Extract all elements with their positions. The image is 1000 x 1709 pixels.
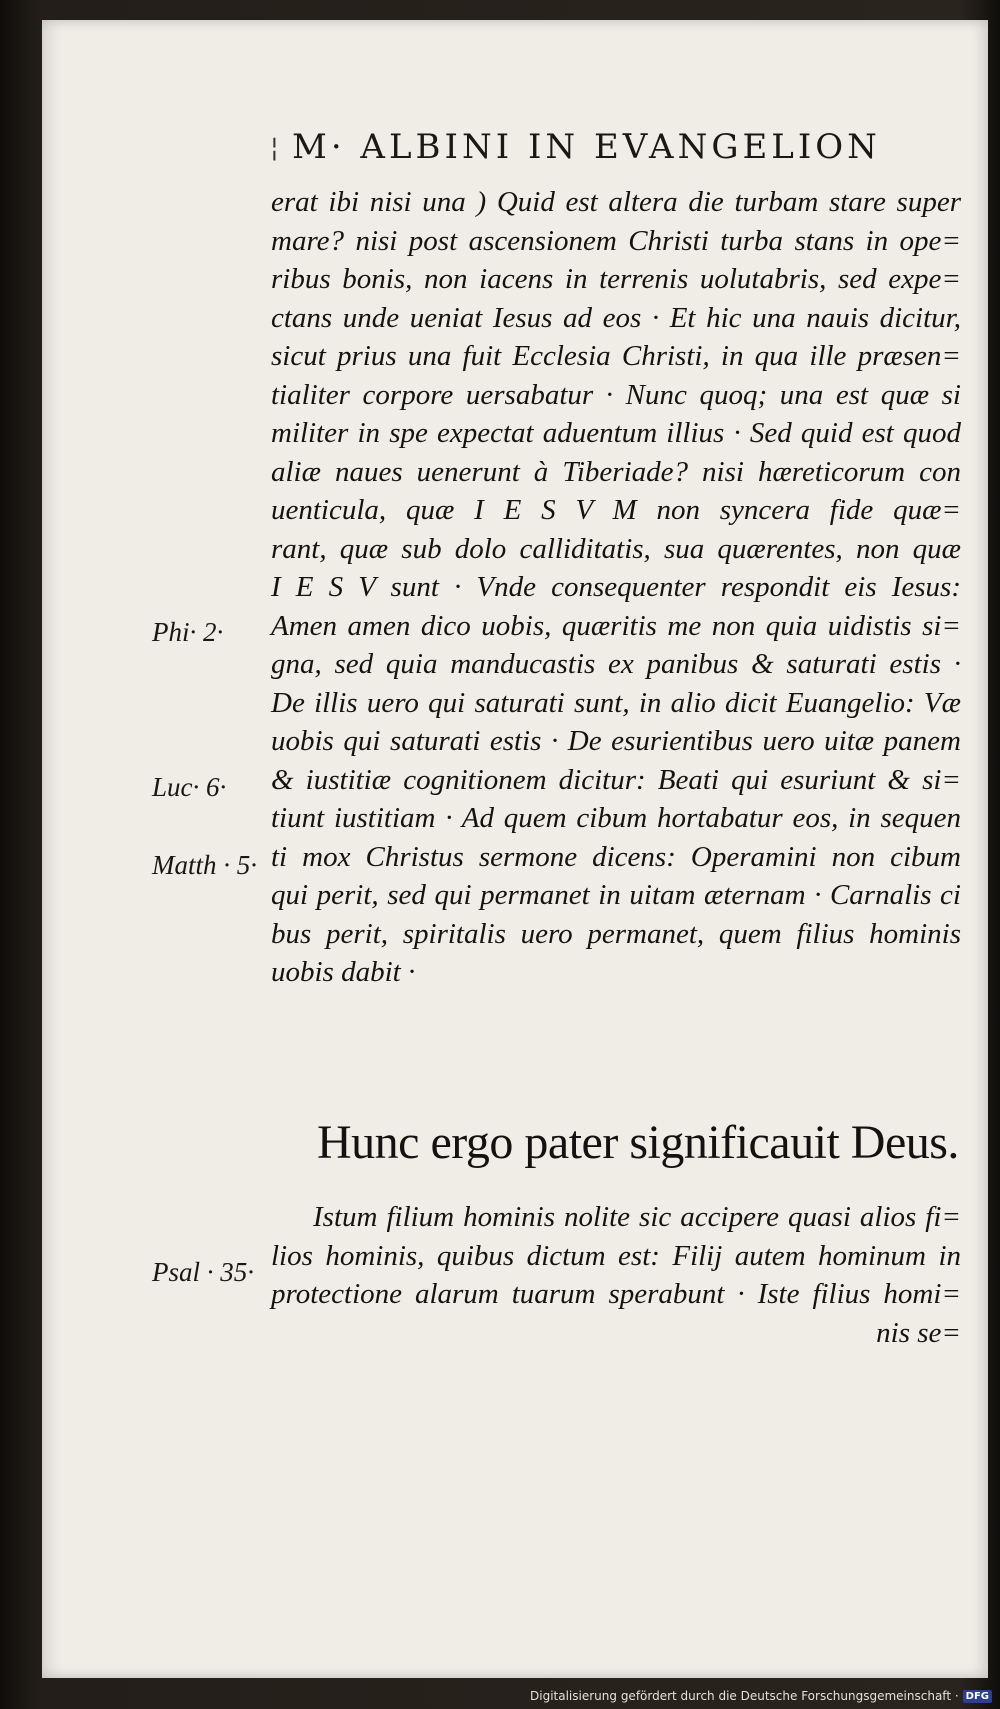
footer-text: Digitalisierung gefördert durch die Deutsche Forschungsgemeinschaft · [530,1689,959,1703]
text-line: nis se= [876,1316,961,1349]
text-line: bus perit, spiritalis uero permanet, quem filius hominis [271,917,961,950]
margin-note-matth: Matth · 5· [152,850,257,880]
second-text-block [271,1198,988,1352]
text-line: ctans unde ueniat Iesus ad eos · Et hic una nauis dicitur, [271,301,961,334]
text-line: uenticula, quæ I E S V M non syncera fide quæ= [271,494,961,526]
margin-note-luc: Luc· 6· [152,772,227,802]
margin-note-psal: Psal · 35· [152,1257,255,1287]
main-text-block [271,183,988,992]
text-line: ti mox Christus sermone dicens: Operamini non cibum [271,840,961,873]
text-line: I E S V sunt · Vnde consequenter respondit eis Iesus: [271,571,961,603]
running-head [270,127,952,167]
running-head-text: M· ALBINI IN EVANGELION [292,127,881,167]
ornament-mark: ¦ [270,133,279,163]
text-line: & iustitiæ cognitionem dicitur: Beati qui esuriunt & si= [271,763,961,796]
text-line: tiunt iustitiam · Ad quem cibum hortabatur eos, in sequen [271,802,961,834]
text-line: militer in spe expectat aduentum illius · Sed quid est quod [271,417,961,449]
text-line: sicut prius una fuit Ecclesia Christi, in qua ille præsen= [271,340,961,372]
dfg-logo-icon: DFG [963,1690,992,1703]
section-heading: Hunc ergo pater significauit Deus. [317,1116,959,1169]
text-line: protectione alarum tuarum sperabunt · Iste filius homi= [271,1278,961,1310]
text-line: De illis uero qui saturati sunt, in alio dicit Euangelio: Væ [271,686,961,719]
text-line: uobis dabit · [271,956,416,988]
text-line: lios hominis, quibus dictum est: Filij autem hominum in [271,1239,961,1272]
text-line: qui perit, sed qui permanet in uitam æternam · Carnalis ci [271,879,961,911]
margin-note-phil: Phi· 2· [152,617,224,647]
text-line: erat ibi nisi una ) Quid est altera die turbam stare super [271,186,961,218]
digitization-footer [530,1689,992,1703]
text-line: Istum filium hominis nolite sic accipere quasi alios fi= [313,1201,961,1233]
book-page [42,20,988,1678]
text-line: aliæ naues uenerunt à Tiberiade? nisi hæreticorum con [271,455,961,488]
text-line: rant, quæ sub dolo calliditatis, sua quærentes, non quæ [271,532,961,565]
text-line: Amen amen dico uobis, quæritis me non quia uidistis si= [271,609,961,642]
text-line: tialiter corpore uersabatur · Nunc quoq; una est quæ si [271,378,961,411]
text-line: uobis qui saturati estis · De esurientibus uero uitæ panem [271,725,961,757]
text-line: ribus bonis, non iacens in terrenis uolutabris, sed expe= [271,263,961,295]
text-line: mare? nisi post ascensionem Christi turba stans in ope= [271,224,961,257]
text-line: gna, sed quia manducastis ex panibus & saturati estis · [271,648,961,680]
